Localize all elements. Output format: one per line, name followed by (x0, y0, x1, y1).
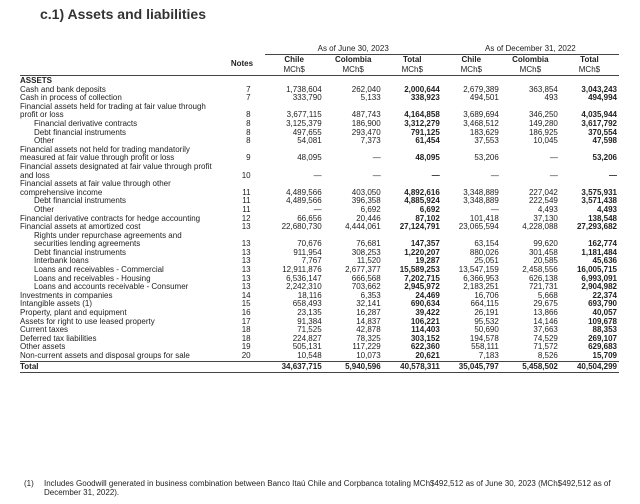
period-dec-2022: As of December 31, 2022 (442, 43, 619, 55)
cell-value: 2,945,972 (404, 282, 440, 292)
cell-value: 363,854 (528, 84, 558, 94)
cell-value: 224,827 (292, 333, 322, 343)
row-note: 7 (246, 93, 251, 103)
cell-value: 690,634 (410, 299, 440, 309)
cell-value: 147,357 (410, 239, 440, 249)
section-label: ASSETS (20, 76, 219, 86)
cell-value: 24,469 (415, 290, 440, 300)
cell-value: 53,206 (474, 153, 499, 163)
row-label: Other (34, 204, 55, 214)
table-row (20, 103, 619, 120)
notes-header: Notes (219, 55, 264, 76)
total-value: 5,940,596 (324, 361, 383, 372)
cell-value: 4,228,088 (522, 222, 558, 232)
period-june-2023: As of June 30, 2023 (265, 43, 442, 55)
cell-value: 6,353 (360, 290, 381, 300)
row-note: 13 (241, 282, 251, 292)
cell-value: 396,358 (351, 196, 381, 206)
col-header: Total (580, 55, 599, 65)
cell-value: 66,656 (297, 213, 322, 223)
cell-value: 262,040 (351, 84, 381, 94)
cell-value: 99,620 (533, 239, 558, 249)
cell-value: 622,360 (410, 342, 440, 352)
cell-value: 25,051 (474, 256, 499, 266)
cell-value: 7,767 (301, 256, 322, 266)
row-note: 9 (246, 153, 251, 163)
cell-value: 109,678 (588, 316, 617, 326)
cell-value: 721,731 (528, 282, 558, 292)
cell-value: 505,131 (292, 342, 322, 352)
cell-value: 61,454 (415, 136, 440, 146)
cell-value: 3,348,889 (463, 187, 499, 197)
row-note: 13 (241, 239, 251, 249)
cell-value: 194,578 (469, 333, 499, 343)
cell-value: 7,183 (478, 351, 499, 360)
cell-value: 63,154 (474, 239, 499, 249)
footnote (24, 479, 624, 497)
cell-value: — (313, 170, 322, 180)
row-label: Debt financial instruments (34, 247, 127, 257)
cell-value: 20,621 (415, 351, 440, 360)
cell-value: 269,107 (588, 333, 617, 343)
cell-value: 494,994 (588, 93, 617, 103)
cell-value: 4,444,061 (345, 222, 381, 232)
cell-value: 2,242,310 (286, 282, 322, 292)
row-label: Interbank loans (34, 256, 89, 266)
footnote-marker: (1) (24, 479, 34, 488)
cell-value: 6,536,147 (286, 273, 322, 283)
assets-table (20, 43, 619, 373)
cell-value: 23,065,594 (458, 222, 499, 232)
cell-value: 40,057 (592, 308, 617, 318)
cell-value: 71,572 (533, 342, 558, 352)
unit-label: MCh$ (560, 65, 619, 76)
cell-value: 5,133 (360, 93, 381, 103)
row-label: Rights under repurchase agreements and securities lending agreements (34, 230, 182, 249)
row-label: Financial assets designated at fair value through profit and loss (20, 161, 212, 180)
table-row (20, 146, 619, 163)
cell-value: — (372, 170, 381, 180)
cell-value: 4,892,616 (404, 187, 440, 197)
cell-value: 301,458 (528, 247, 558, 257)
cell-value: 1,738,604 (286, 84, 322, 94)
cell-value: 7,202,715 (404, 273, 440, 283)
cell-value: 19,287 (415, 256, 440, 266)
cell-value: 22,374 (592, 290, 617, 300)
table-row (20, 180, 619, 197)
row-note: 13 (241, 256, 251, 266)
row-label: Financial assets held for trading at fair value through profit or loss (20, 101, 206, 120)
row-label: Deferred tax liabilities (20, 333, 97, 343)
cell-value: 22,680,730 (281, 222, 322, 232)
row-label: Financial assets at fair value through other comprehensive income (20, 179, 171, 197)
cell-value: 222,549 (528, 196, 558, 206)
cell-value: 293,470 (351, 127, 381, 137)
cell-value: 101,418 (469, 213, 499, 223)
cell-value: 227,042 (528, 187, 558, 197)
cell-value: 3,348,889 (463, 196, 499, 206)
cell-value: 1,220,207 (404, 247, 440, 257)
cell-value: 162,774 (588, 239, 617, 249)
cell-value: 2,458,556 (522, 265, 558, 275)
cell-value: 74,529 (533, 333, 558, 343)
row-note: 18 (241, 325, 251, 335)
cell-value: — (490, 170, 499, 180)
cell-value: 78,325 (356, 333, 381, 343)
cell-value: — (431, 170, 440, 180)
cell-value: 50,690 (474, 325, 499, 335)
cell-value: 4,035,944 (581, 110, 617, 120)
cell-value: 95,532 (474, 316, 499, 326)
row-note: 17 (241, 316, 251, 326)
row-note: 13 (241, 273, 251, 283)
cell-value: 71,525 (297, 325, 322, 335)
row-label: Financial derivative contracts for hedge accounting (20, 213, 201, 223)
cell-value: 186,900 (351, 118, 381, 128)
cell-value: 4,885,924 (404, 196, 440, 206)
row-note: 8 (246, 127, 251, 137)
row-note: 18 (241, 333, 251, 343)
row-label: Loans and accounts receivable - Consumer (34, 282, 189, 292)
row-label: Debt financial instruments (34, 127, 127, 137)
unit-label: MCh$ (501, 65, 560, 76)
cell-value: 14,146 (533, 316, 558, 326)
cell-value: — (313, 204, 322, 214)
row-label: Financial assets at amortized cost (20, 222, 141, 232)
cell-value: 48,095 (415, 153, 440, 163)
cell-value: 4,493 (537, 204, 558, 214)
section-heading: c.1) Assets and liabilities (40, 6, 206, 22)
cell-value: 10,548 (297, 351, 322, 360)
row-note: 12 (241, 213, 251, 223)
cell-value: 15,709 (592, 351, 617, 360)
cell-value: 3,575,931 (581, 187, 617, 197)
unit-label: MCh$ (383, 65, 442, 76)
cell-value: 88,353 (592, 325, 617, 335)
row-label: Financial derivative contracts (34, 118, 138, 128)
cell-value: 149,280 (528, 118, 558, 128)
cell-value: 16,706 (474, 290, 499, 300)
cell-value: 3,312,279 (404, 118, 440, 128)
cell-value: 487,743 (351, 110, 381, 120)
table-row (20, 352, 619, 361)
cell-value: — (549, 153, 558, 163)
row-note: 14 (241, 290, 251, 300)
cell-value: 338,923 (410, 93, 440, 103)
row-note: 13 (241, 222, 251, 232)
cell-value: 4,489,566 (286, 196, 322, 206)
row-note: 19 (241, 342, 251, 352)
cell-value: 3,689,694 (463, 110, 499, 120)
col-header: Colombia (334, 55, 372, 65)
cell-value: 47,598 (592, 136, 617, 146)
cell-value: 7,373 (360, 136, 381, 146)
cell-value: 48,095 (297, 153, 322, 163)
cell-value: 26,191 (474, 308, 499, 318)
cell-value: 2,183,251 (463, 282, 499, 292)
cell-value: 54,081 (297, 136, 322, 146)
cell-value: 2,000,644 (404, 84, 440, 94)
cell-value: 346,250 (528, 110, 558, 120)
cell-value: 6,366,953 (463, 273, 499, 283)
period-header-row (20, 43, 619, 55)
row-label: Property, plant and equipment (20, 308, 127, 318)
footnote-text: Includes Goodwill generated in business combination between Banco Itaú Chile and Corpbanca totaling MCh$492,512 as of June 30, 2023 (MCh$492,512 as of December 31, 2022). (44, 479, 611, 497)
cell-value: 3,617,792 (581, 118, 617, 128)
cell-value: 666,568 (351, 273, 381, 283)
cell-value: 70,676 (297, 239, 322, 249)
cell-value: 333,790 (292, 93, 322, 103)
cell-value: 13,547,159 (458, 265, 499, 275)
cell-value: 87,102 (415, 213, 440, 223)
cell-value: 20,446 (356, 213, 381, 223)
total-value: 34,637,715 (265, 361, 324, 372)
cell-value: 91,384 (297, 316, 322, 326)
units-row (20, 65, 619, 76)
cell-value: 558,111 (471, 342, 499, 352)
row-note: 8 (246, 118, 251, 128)
row-label: Loans and receivables - Commercial (34, 265, 164, 275)
row-note: 15 (241, 299, 251, 309)
cell-value: 703,662 (351, 282, 381, 292)
cell-value: 15,589,253 (399, 265, 440, 275)
col-header: Chile (284, 55, 304, 65)
row-label: Assets for right to use leased property (20, 316, 155, 326)
row-note: 13 (241, 247, 251, 257)
cell-value: 2,679,389 (463, 84, 499, 94)
cell-value: 493 (544, 93, 558, 103)
cell-value: 37,553 (474, 136, 499, 146)
cell-value: 186,925 (528, 127, 558, 137)
row-label: Cash in process of collection (20, 93, 122, 103)
row-note: 13 (241, 265, 251, 275)
row-note: 10 (241, 170, 251, 180)
cell-value: 10,045 (533, 136, 558, 146)
unit-label: MCh$ (265, 65, 324, 76)
cell-value: 3,043,243 (581, 84, 617, 94)
cell-value: 626,138 (528, 273, 558, 283)
cell-value: 117,229 (352, 342, 381, 352)
total-row (20, 361, 619, 372)
cell-value: 20,585 (533, 256, 558, 266)
cell-value: 4,489,566 (286, 187, 322, 197)
unit-label: MCh$ (324, 65, 383, 76)
cell-value: 370,554 (588, 127, 617, 137)
cell-value: 23,135 (297, 308, 322, 318)
total-label: Total (20, 361, 219, 372)
total-value: 5,458,502 (501, 361, 560, 372)
cell-value: 658,493 (292, 299, 322, 309)
cell-value: 303,152 (410, 333, 440, 343)
cell-value: 11,520 (356, 256, 381, 266)
row-label: Other (34, 136, 55, 146)
cell-value: 3,677,115 (286, 110, 322, 120)
cell-value: — (609, 170, 617, 180)
cell-value: 5,668 (537, 290, 558, 300)
cell-value: 911,954 (293, 247, 322, 257)
cell-value: 3,571,438 (581, 196, 617, 206)
cell-value: 18,116 (297, 290, 322, 300)
cell-value: 497,655 (292, 127, 322, 137)
cell-value: 4,164,858 (404, 110, 440, 120)
total-value: 40,578,311 (383, 361, 442, 372)
cell-value: 3,468,512 (463, 118, 499, 128)
cell-value: 32,141 (356, 299, 381, 309)
cell-value: 6,692 (419, 204, 440, 214)
row-note: 7 (246, 84, 251, 94)
cell-value: 494,501 (469, 93, 499, 103)
row-label: Cash and bank deposits (20, 84, 106, 94)
cell-value: 6,993,091 (581, 273, 617, 283)
row-label: Other assets (20, 342, 66, 352)
cell-value: 106,221 (410, 316, 440, 326)
cell-value: 29,675 (533, 299, 558, 309)
cell-value: 4,493 (596, 204, 617, 214)
col-header: Chile (461, 55, 482, 65)
cell-value: 664,115 (470, 299, 499, 309)
total-value: 35,045,797 (442, 361, 501, 372)
cell-value: 16,005,715 (576, 265, 617, 275)
cell-value: 3,125,379 (286, 118, 322, 128)
cell-value: 8,526 (537, 351, 558, 360)
col-header: Total (402, 55, 422, 65)
row-note: 11 (242, 187, 251, 197)
cell-value: 10,073 (356, 351, 381, 360)
cell-value: 16,287 (356, 308, 381, 318)
cell-value: — (490, 204, 499, 214)
row-note: 8 (246, 136, 251, 146)
table-row (20, 232, 619, 249)
cell-value: 114,403 (411, 325, 440, 335)
column-header-row (20, 55, 619, 66)
cell-value: 37,663 (533, 325, 558, 335)
row-label: Debt financial instruments (34, 196, 127, 206)
row-label: Financial assets not held for trading mandatorily measured at fair value through profit or loss (20, 144, 190, 163)
row-label: Current taxes (20, 325, 69, 335)
cell-value: 76,681 (356, 239, 381, 249)
cell-value: 13,866 (533, 308, 558, 318)
cell-value: 27,124,791 (399, 222, 440, 232)
cell-value: 308,253 (351, 247, 381, 257)
cell-value: 12,911,876 (282, 265, 322, 275)
unit-label: MCh$ (442, 65, 501, 76)
row-note: 20 (241, 351, 251, 360)
cell-value: — (549, 170, 558, 180)
row-note: 16 (241, 308, 251, 318)
cell-value: 14,837 (356, 316, 381, 326)
cell-value: 183,629 (469, 127, 499, 137)
cell-value: — (372, 153, 381, 163)
row-note: 11 (242, 204, 251, 214)
cell-value: 2,677,377 (345, 265, 381, 275)
col-header: Colombia (512, 55, 549, 65)
cell-value: 1,181,484 (581, 247, 617, 257)
cell-value: 53,206 (592, 153, 617, 163)
cell-value: 2,904,982 (581, 282, 617, 292)
cell-value: 403,050 (351, 187, 381, 197)
cell-value: 138,548 (588, 213, 617, 223)
cell-value: 791,125 (410, 127, 440, 137)
cell-value: 45,636 (592, 256, 617, 266)
cell-value: 6,692 (360, 204, 381, 214)
cell-value: 42,878 (356, 325, 381, 335)
row-label: Investments in companies (20, 290, 113, 300)
row-label: Non-current assets and disposal groups for sale (20, 351, 190, 360)
cell-value: 880,026 (469, 247, 499, 257)
cell-value: 39,422 (415, 308, 440, 318)
cell-value: 37,130 (533, 213, 558, 223)
cell-value: 27,293,682 (576, 222, 617, 232)
table-row (20, 163, 619, 180)
total-value: 40,504,299 (560, 361, 619, 372)
row-label: Loans and receivables - Housing (34, 273, 151, 283)
cell-value: 629,683 (588, 342, 617, 352)
row-note: 11 (242, 196, 251, 206)
cell-value: 693,790 (588, 299, 617, 309)
row-label: Intangible assets (1) (20, 299, 93, 309)
row-note: 8 (246, 110, 251, 120)
